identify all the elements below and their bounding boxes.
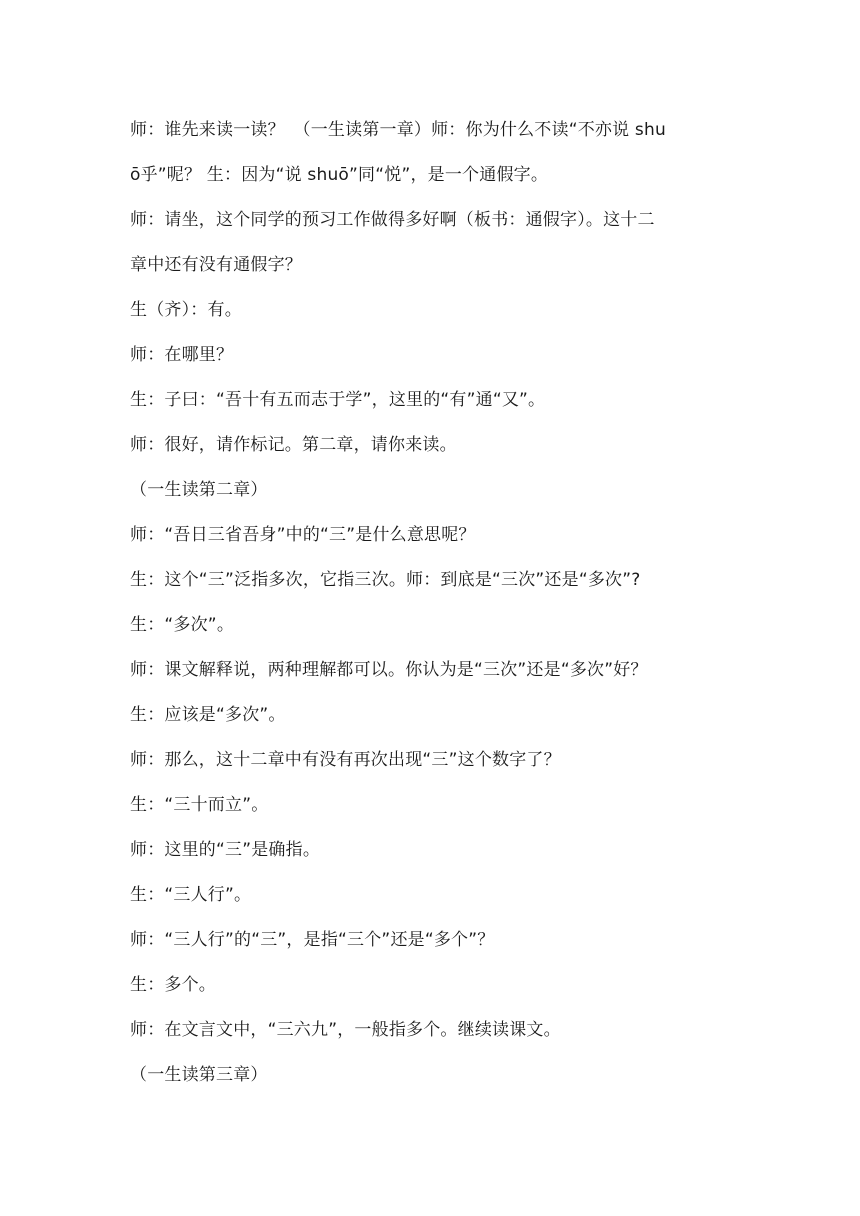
- text-line: 生：“三十而立”。: [130, 795, 269, 815]
- text-line: 师：“三人行”的“三”，是指“三个”还是“多个”？: [130, 930, 495, 950]
- text-line: （一生读第二章）: [130, 480, 268, 500]
- text-line: 师：在哪里？: [130, 345, 234, 365]
- text-line: 章中还有没有通假字？: [130, 255, 302, 275]
- text-line: 师：这里的“三”是确指。: [130, 840, 321, 860]
- text-line: 生（齐）：有。: [130, 300, 242, 320]
- text-line: 生：“三人行”。: [130, 885, 252, 905]
- text-line: 师：“吾日三省吾身”中的“三”是什么意思呢？: [130, 525, 476, 545]
- document-body: [130, 108, 740, 1098]
- text-line: （一生读第三章）: [130, 1065, 268, 1085]
- text-line: 生：多个。: [130, 975, 216, 995]
- text-line: 师：很好，请作标记。第二章，请你来读。: [130, 435, 457, 455]
- text-line: 生：“多次”。: [130, 615, 235, 635]
- text-line: 生：应该是“多次”。: [130, 705, 286, 725]
- text-line: 师：在文言文中，“三六九”，一般指多个。继续读课文。: [130, 1020, 561, 1040]
- text-line: 生：子曰：“吾十有五而志于学”，这里的“有”通“又”。: [130, 390, 546, 410]
- text-line: 师：那么，这十二章中有没有再次出现“三”这个数字了？: [130, 750, 561, 770]
- text-line: 师：课文解释说，两种理解都可以。你认为是“三次”还是“多次”好？: [130, 660, 648, 680]
- text-line: 师：谁先来读一读？ （一生读第一章）师：你为什么不读“不亦说 shu: [130, 120, 666, 140]
- text-line: ō乎”呢？ 生：因为“说 shuō”同“悦”，是一个通假字。: [130, 165, 549, 185]
- text-line: 生：这个“三”泛指多次，它指三次。师：到底是“三次”还是“多次”?: [130, 570, 641, 590]
- text-line: 师：请坐，这个同学的预习工作做得多好啊（板书：通假字）。这十二: [130, 210, 655, 230]
